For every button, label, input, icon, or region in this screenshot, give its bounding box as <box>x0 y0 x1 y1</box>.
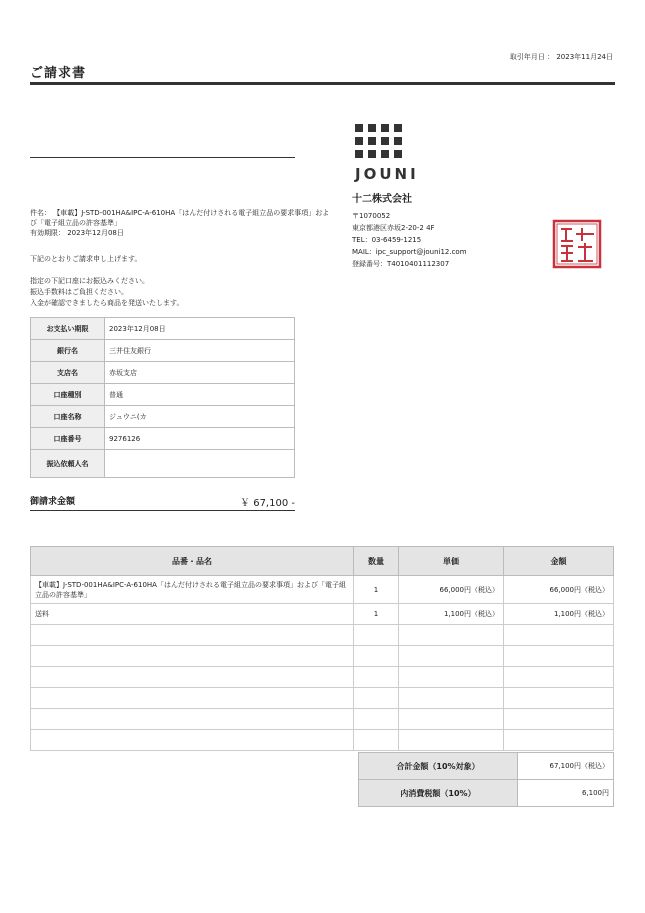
bank-value: 2023年12月08日 <box>105 318 295 340</box>
summary-row <box>359 780 614 807</box>
logo-grid-icon <box>355 124 407 158</box>
bank-table <box>30 317 295 478</box>
table-row <box>31 709 614 730</box>
table-row <box>31 604 614 625</box>
company-logo <box>355 124 419 183</box>
bank-value <box>105 450 295 478</box>
total-divider <box>30 510 295 511</box>
bank-value: ジュウニ(カ <box>105 406 295 428</box>
bank-label: 支店名 <box>31 362 105 384</box>
bank-label: 口座名称 <box>31 406 105 428</box>
bank-row <box>31 384 295 406</box>
item-amount: 66,000円（税込） <box>504 576 614 604</box>
message-line: 入金が確認できましたら商品を発送いたします。 <box>30 299 184 307</box>
bank-value: 赤坂支店 <box>105 362 295 384</box>
summary-row <box>359 753 614 780</box>
summary-table <box>358 752 614 807</box>
item-name: 【車載】J-STD-001HA&IPC-A-610HA「はんだ付けされる電子組立品の要求事項」および「電子組立品の許容基準」 <box>31 576 354 604</box>
company-name: 十二株式会社 <box>352 194 412 205</box>
bank-row <box>31 450 295 478</box>
company-address: 東京都港区赤坂2-20-2 4F <box>352 224 435 232</box>
subject-block <box>30 208 330 238</box>
tax-value: 6,100円 <box>518 780 614 807</box>
bank-label: 振込依頼人名 <box>31 450 105 478</box>
logo-word: JOUNI <box>355 165 419 183</box>
bank-row <box>31 406 295 428</box>
item-name: 送料 <box>31 604 354 625</box>
bank-row <box>31 340 295 362</box>
company-mail: MAIL：ipc_support@jouni12.com <box>352 248 467 256</box>
bank-row <box>31 428 295 450</box>
item-unit: 1,100円（税込） <box>399 604 504 625</box>
col-name: 品番・品名 <box>31 547 354 576</box>
col-amount: 金額 <box>504 547 614 576</box>
header-divider <box>30 82 615 85</box>
item-qty: 1 <box>354 604 399 625</box>
bank-value: 三井住友銀行 <box>105 340 295 362</box>
total-label: 御請求金額 <box>30 497 76 507</box>
bank-value: 普通 <box>105 384 295 406</box>
company-address-block <box>352 210 467 270</box>
company-registration: 登録番号：T4010401112307 <box>352 260 450 268</box>
table-row <box>31 625 614 646</box>
bank-label: 口座種別 <box>31 384 105 406</box>
total-value: ￥ 67,100 - <box>240 498 295 509</box>
bank-label: 口座番号 <box>31 428 105 450</box>
bank-row <box>31 362 295 384</box>
customer-name-line <box>30 157 295 158</box>
items-header-row <box>31 547 614 576</box>
item-amount: 1,100円（税込） <box>504 604 614 625</box>
items-table <box>30 546 614 751</box>
transaction-date: 取引年月日 ： 2023年11月24日 <box>509 53 613 61</box>
company-tel: TEL：03-6459-1215 <box>352 236 422 244</box>
col-unit: 単価 <box>399 547 504 576</box>
company-postal: 〒1070052 <box>352 212 391 220</box>
message-line: 振込手数料はご負担ください。 <box>30 288 128 296</box>
col-qty: 数量 <box>354 547 399 576</box>
bank-label: 銀行名 <box>31 340 105 362</box>
bank-value: 9276126 <box>105 428 295 450</box>
page-title: ご請求書 <box>30 66 87 81</box>
table-row <box>31 667 614 688</box>
table-row <box>31 576 614 604</box>
message-line: 下記のとおりご請求申し上げます。 <box>30 255 142 263</box>
subtotal-value: 67,100円（税込） <box>518 753 614 780</box>
table-row <box>31 688 614 709</box>
tax-label: 内消費税額（10%） <box>359 780 518 807</box>
item-unit: 66,000円（税込） <box>399 576 504 604</box>
message-block <box>30 254 183 309</box>
table-row <box>31 730 614 751</box>
company-seal-icon <box>552 219 602 269</box>
subtotal-label: 合計金額（10%対象） <box>359 753 518 780</box>
item-qty: 1 <box>354 576 399 604</box>
message-line: 指定の下記口座にお振込みください。 <box>30 277 149 285</box>
table-row <box>31 646 614 667</box>
bank-label: お支払い期限 <box>31 318 105 340</box>
bank-row <box>31 318 295 340</box>
due-date: 有効期限： 2023年12月08日 <box>30 229 124 237</box>
subject-line: 件名： 【車載】J-STD-001HA&IPC-A-610HA「はんだ付けされる電子組立品の要求事項」および「電子組立品の許容基準」 <box>30 209 330 227</box>
